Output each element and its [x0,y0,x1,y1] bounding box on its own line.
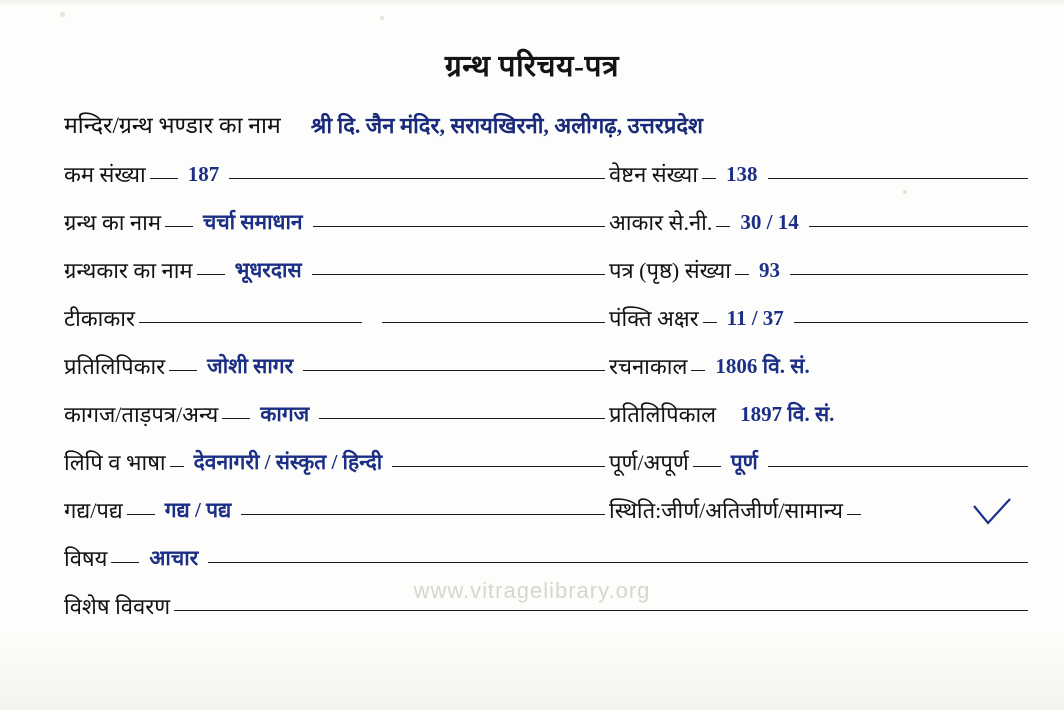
field-value: 138 [726,161,758,186]
field-label: लिपि व भाषा [64,450,166,475]
field-label: प्रतिलिपिकाल [609,402,717,427]
field-cell [64,159,609,189]
field-label: विशेष विवरण [64,594,171,619]
field-cell [609,351,1032,381]
field-cell [64,447,609,477]
field-label: टीकाकार [64,306,135,331]
field-rule [702,178,716,179]
field-rule [768,466,1028,467]
table-row [64,342,1032,390]
field-rule [150,178,178,179]
watermark: www.vitragelibrary.org [413,578,651,603]
field-rule [169,370,197,371]
field-cell [609,447,1032,477]
table-row [64,150,1032,198]
field-label: पत्र (पृष्ठ) संख्या [609,258,731,283]
field-cell [609,495,1032,525]
field-rule [170,466,184,467]
field-cell [64,207,609,237]
field-rule [111,562,139,563]
field-cell [64,399,609,429]
field-rule [794,322,1028,323]
field-rule [735,274,749,275]
field-value: कागज [260,402,310,426]
page-title: ग्रन्थ परिचय-पत्र [444,50,620,83]
field-cell [64,303,609,333]
field-value: 11 / 37 [726,305,784,330]
temple-name-value: श्री दि. जैन मंदिर, सरायखिरनी, अलीगढ़, उत्तरप्रदेश [310,113,704,138]
field-rule [313,226,605,227]
field-rule [809,226,1028,227]
field-label: रचनाकाल [609,354,688,379]
field-label: ग्रन्थ का नाम [64,210,161,235]
field-cell [609,207,1032,237]
field-label: कम संख्या [64,162,146,187]
field-cell [64,495,609,525]
field-rule [241,514,605,515]
field-value: जोशी सागर [207,354,294,378]
field-value: 1806 वि. सं. [715,354,810,378]
field-value: 1897 वि. सं. [740,402,835,426]
field-cell [64,351,609,381]
field-cell [64,255,609,285]
field-label: स्थिति:जीर्ण/अतिजीर्ण/सामान्य [609,498,844,523]
field-label: पंक्ति अक्षर [609,306,699,331]
field-rule [303,370,605,371]
field-value: पूर्ण [730,450,758,474]
field-label: गद्य/पद्य [64,498,123,523]
field-value: चर्चा समाधान [203,210,303,234]
field-cell [609,159,1032,189]
field-value: गद्य / पद्य [164,498,232,522]
field-value: आचार [149,546,199,570]
field-cell [609,303,1032,333]
table-row [64,582,1032,630]
field-rule [222,418,250,419]
table-row [64,198,1032,246]
table-row [64,438,1032,486]
field-rule [716,226,730,227]
table-row [64,246,1032,294]
field-label: ग्रन्थकार का नाम [64,258,193,283]
paper-speck [60,12,65,17]
field-rule [703,322,717,323]
field-rule [790,274,1028,275]
field-label: प्रतिलिपिकार [64,354,166,379]
field-rule [319,418,605,419]
field-rule [229,178,605,179]
table-row [64,390,1032,438]
field-rule [392,466,605,467]
field-rule [139,322,362,323]
table-row [64,486,1032,534]
field-label: पूर्ण/अपूर्ण [609,450,689,475]
temple-name-label: मन्दिर/ग्रन्थ भण्डार का नाम [64,113,281,138]
field-rule [693,466,721,467]
field-value: देवनागरी / संस्कृत / हिन्दी [193,450,383,474]
field-rule [382,322,605,323]
field-rule [312,274,605,275]
field-rule [165,226,193,227]
field-value: भूधरदास [234,258,302,282]
field-rule [127,514,155,515]
field-rule [174,610,1028,611]
field-label: विषय [64,546,108,571]
field-rule [847,514,861,515]
field-rule [197,274,225,275]
field-rule [208,562,1028,563]
table-row [64,534,1032,582]
bottom-fields [64,534,1032,630]
field-value: 30 / 14 [740,209,799,234]
field-cell [609,255,1032,285]
field-rule [691,370,705,371]
field-rule [768,178,1029,179]
paper-speck [380,16,384,20]
temple-name-row [64,108,1024,140]
fields-table [64,150,1032,534]
field-label: कागज/ताड़पत्र/अन्य [64,402,219,427]
field-label: वेष्टन संख्या [609,162,698,187]
field-value: 93 [758,257,780,282]
field-label: आकार से.नी. [609,210,713,235]
field-cell [609,399,1032,429]
table-row [64,294,1032,342]
field-value: 187 [187,161,220,186]
